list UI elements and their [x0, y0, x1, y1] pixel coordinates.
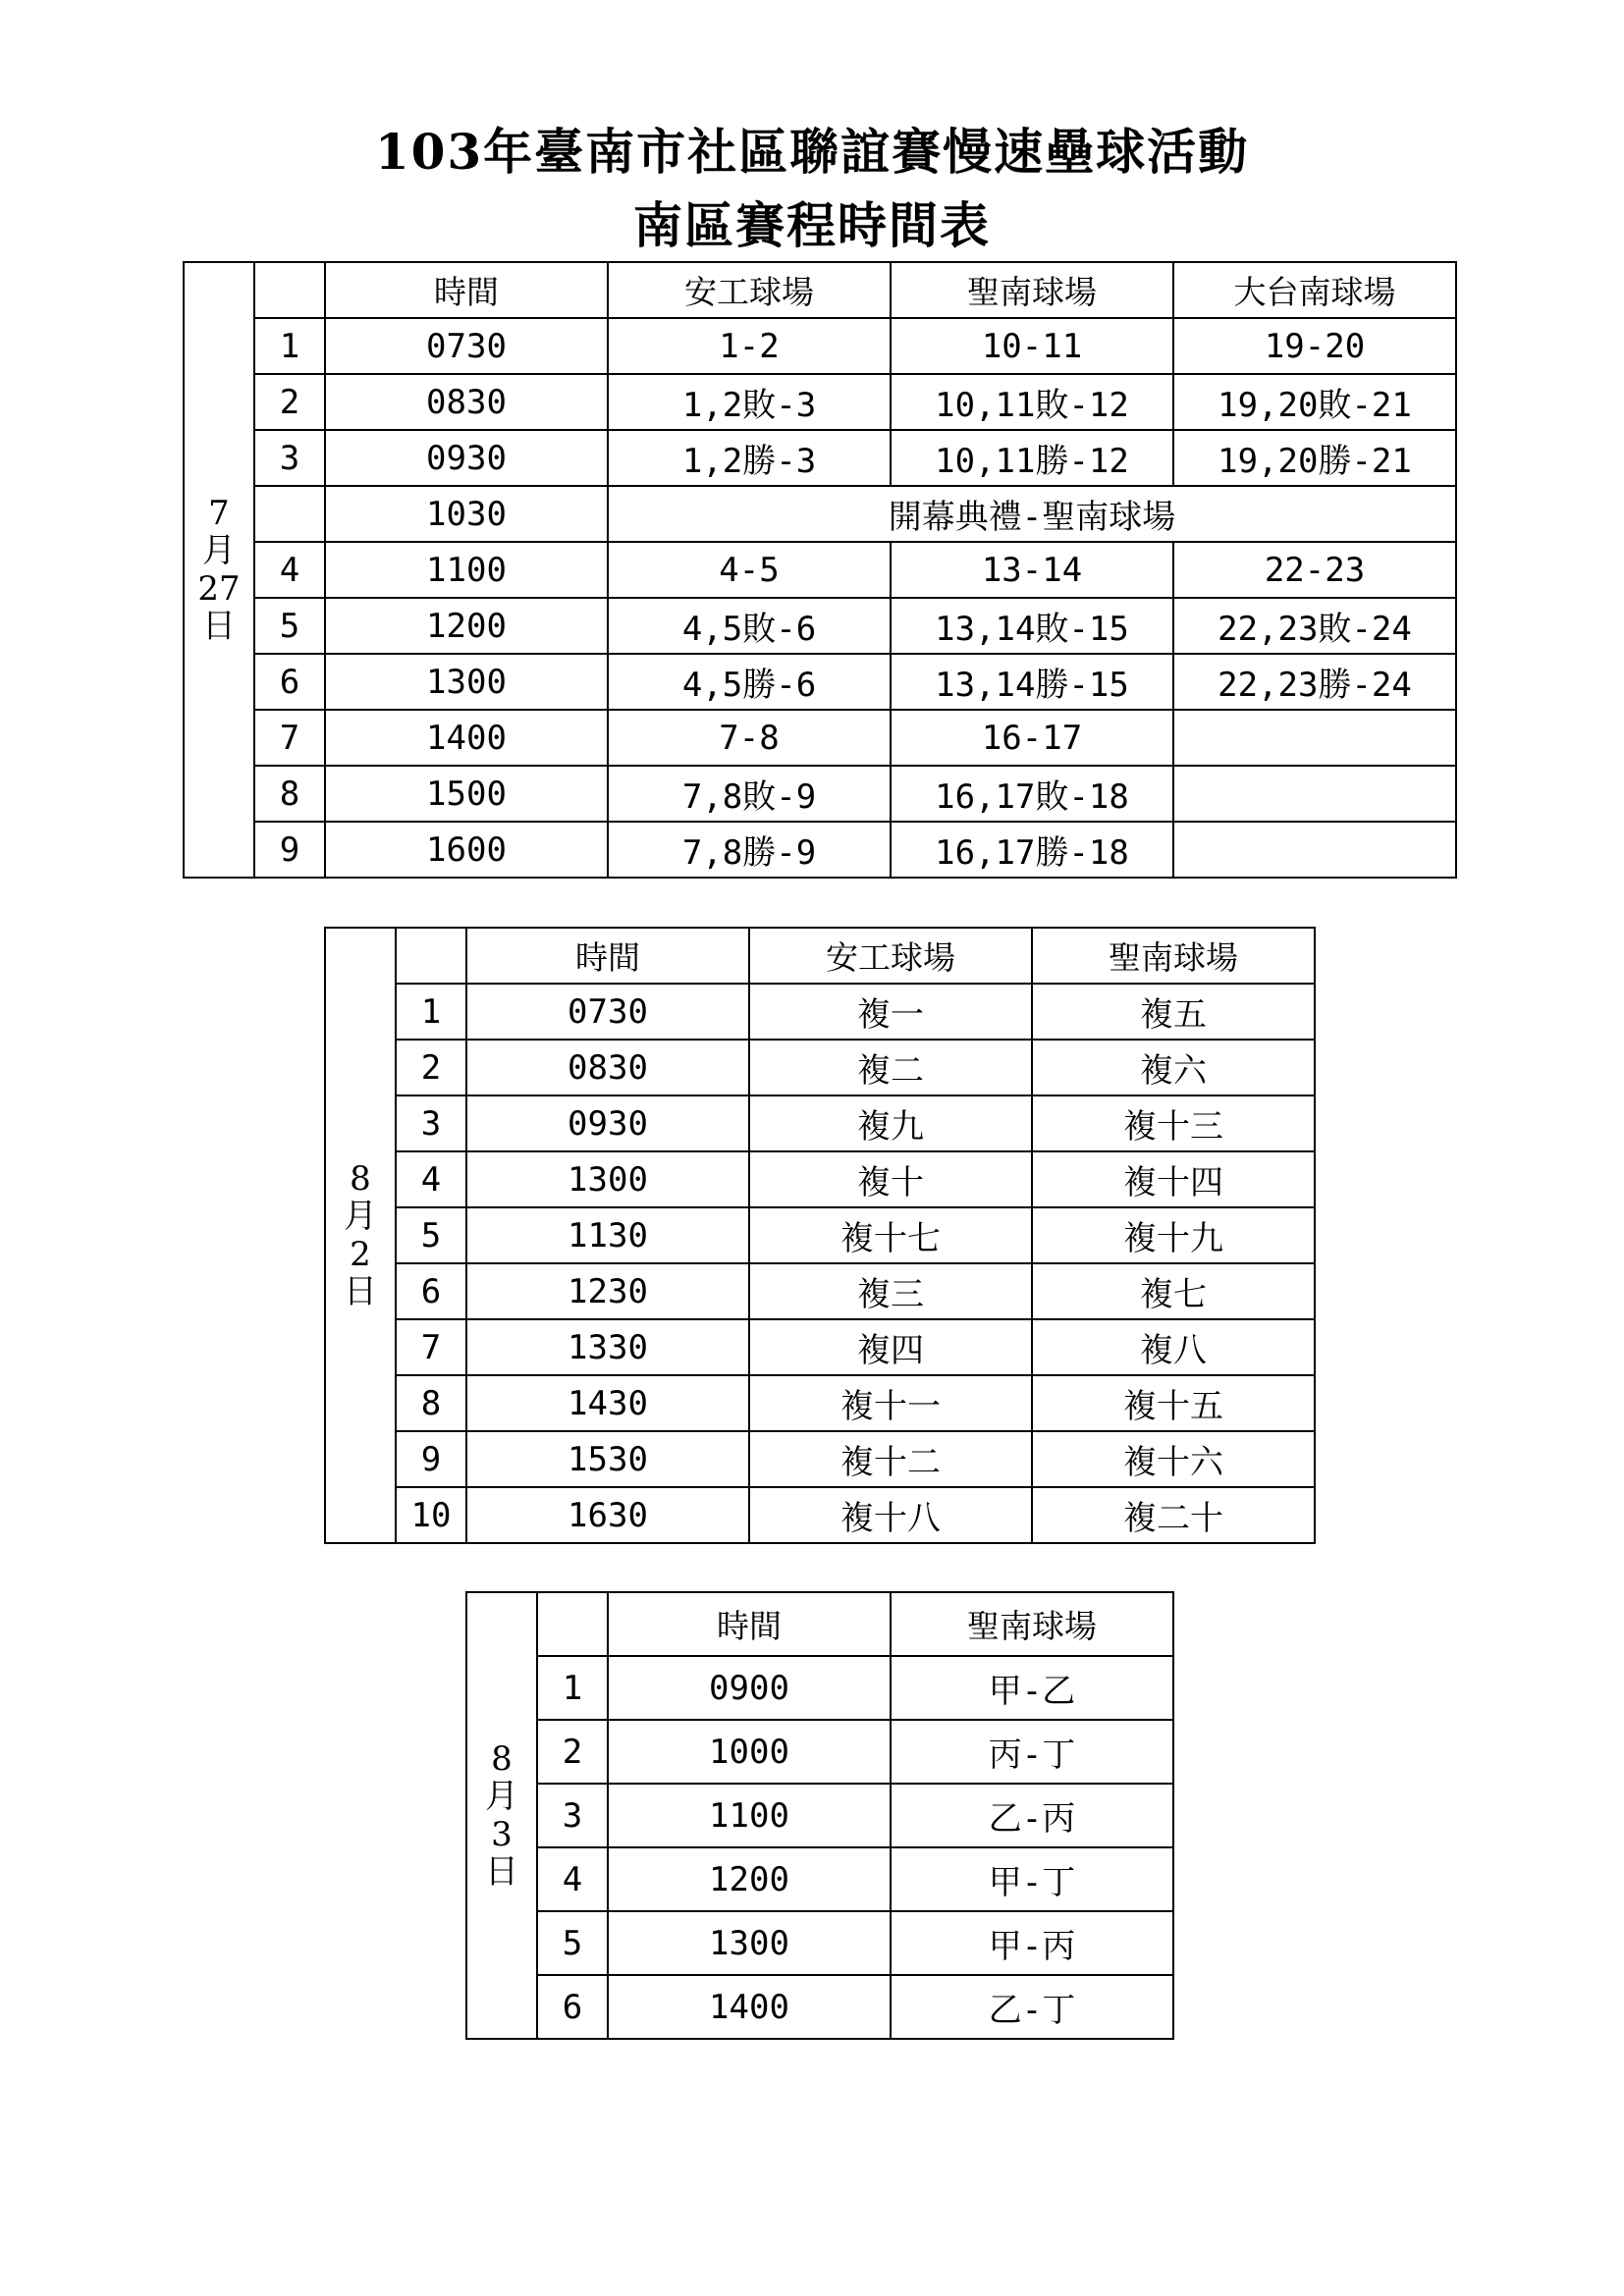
document-subtitle: 南區賽程時間表	[633, 196, 991, 254]
time-cell: 1030	[325, 486, 608, 542]
match-cell: 10,11敗-12	[891, 374, 1173, 430]
match-cell: 複十	[749, 1151, 1032, 1207]
game-number	[254, 486, 325, 542]
match-cell: 複十四	[1032, 1151, 1315, 1207]
match-cell: 複十五	[1032, 1375, 1315, 1431]
table-row	[184, 822, 1456, 878]
time-cell: 1500	[325, 766, 608, 822]
match-cell: 乙-丁	[891, 1975, 1173, 2039]
time-cell: 0930	[325, 430, 608, 486]
match-cell: 19,20敗-21	[1173, 374, 1456, 430]
game-number: 7	[396, 1319, 466, 1375]
table-row	[466, 1911, 1173, 1975]
match-cell: 複十一	[749, 1375, 1032, 1431]
match-cell: 丙-丁	[891, 1720, 1173, 1784]
time-cell: 1100	[325, 542, 608, 598]
match-cell: 22,23勝-24	[1173, 654, 1456, 710]
match-cell: 7,8敗-9	[608, 766, 891, 822]
match-cell: 16-17	[891, 710, 1173, 766]
game-number: 3	[254, 430, 325, 486]
time-cell: 0830	[466, 1040, 749, 1095]
game-number: 5	[537, 1911, 608, 1975]
table-row	[325, 1040, 1315, 1095]
match-cell: 複十八	[749, 1487, 1032, 1543]
game-number: 7	[254, 710, 325, 766]
game-number: 1	[396, 984, 466, 1040]
header-field: 安工球場	[608, 262, 891, 318]
table-row	[466, 1975, 1173, 2039]
game-number: 4	[396, 1151, 466, 1207]
header-time: 時間	[325, 262, 608, 318]
table-row	[325, 1319, 1315, 1375]
game-number: 3	[537, 1784, 608, 1847]
time-cell: 0930	[466, 1095, 749, 1151]
match-cell: 甲-丁	[891, 1847, 1173, 1911]
game-number: 2	[396, 1040, 466, 1095]
match-cell: 複十七	[749, 1207, 1032, 1263]
time-cell: 1400	[608, 1975, 891, 2039]
match-cell	[1173, 710, 1456, 766]
table-row	[325, 1151, 1315, 1207]
game-number: 6	[396, 1263, 466, 1319]
header-field: 聖南球場	[891, 1592, 1173, 1656]
match-cell: 複七	[1032, 1263, 1315, 1319]
match-cell: 甲-丙	[891, 1911, 1173, 1975]
match-cell: 複十二	[749, 1431, 1032, 1487]
header-field: 聖南球場	[1032, 928, 1315, 984]
time-cell: 1400	[325, 710, 608, 766]
table-row-ceremony	[184, 486, 1456, 542]
match-cell: 19,20勝-21	[1173, 430, 1456, 486]
time-cell: 1430	[466, 1375, 749, 1431]
time-cell: 1300	[325, 654, 608, 710]
match-cell: 複六	[1032, 1040, 1315, 1095]
match-cell: 13-14	[891, 542, 1173, 598]
time-cell: 1600	[325, 822, 608, 878]
game-number: 2	[537, 1720, 608, 1784]
match-cell: 乙-丙	[891, 1784, 1173, 1847]
opening-ceremony-cell: 開幕典禮-聖南球場	[608, 486, 1456, 542]
time-cell: 0730	[325, 318, 608, 374]
header-cell	[537, 1592, 608, 1656]
match-cell: 22-23	[1173, 542, 1456, 598]
game-number: 8	[254, 766, 325, 822]
time-cell: 1000	[608, 1720, 891, 1784]
time-cell: 1530	[466, 1431, 749, 1487]
match-cell: 10,11勝-12	[891, 430, 1173, 486]
match-cell: 4,5勝-6	[608, 654, 891, 710]
table-row	[184, 598, 1456, 654]
schedule-table-jul27	[183, 261, 1457, 879]
document-title: 103年臺南市社區聯誼賽慢速壘球活動	[374, 123, 1250, 181]
table-row	[325, 984, 1315, 1040]
match-cell: 7,8勝-9	[608, 822, 891, 878]
schedule-table-aug3	[465, 1591, 1174, 2040]
match-cell: 13,14敗-15	[891, 598, 1173, 654]
time-cell: 1230	[466, 1263, 749, 1319]
match-cell: 複九	[749, 1095, 1032, 1151]
table-header-row	[466, 1592, 1173, 1656]
match-cell: 複十三	[1032, 1095, 1315, 1151]
game-number: 8	[396, 1375, 466, 1431]
table-row	[466, 1847, 1173, 1911]
match-cell: 複一	[749, 984, 1032, 1040]
table-header-row	[184, 262, 1456, 318]
time-cell: 1200	[325, 598, 608, 654]
game-number: 6	[537, 1975, 608, 2039]
header-cell	[254, 262, 325, 318]
match-cell: 22,23敗-24	[1173, 598, 1456, 654]
table-row	[184, 542, 1456, 598]
table-row	[325, 1375, 1315, 1431]
game-number: 10	[396, 1487, 466, 1543]
time-cell: 1100	[608, 1784, 891, 1847]
game-number: 1	[537, 1656, 608, 1720]
match-cell: 1,2勝-3	[608, 430, 891, 486]
game-number: 3	[396, 1095, 466, 1151]
table-header-row	[325, 928, 1315, 984]
match-cell: 13,14勝-15	[891, 654, 1173, 710]
game-number: 5	[396, 1207, 466, 1263]
match-cell: 4,5敗-6	[608, 598, 891, 654]
table-row	[325, 1487, 1315, 1543]
schedule-table-aug2	[324, 927, 1316, 1544]
table-row	[466, 1656, 1173, 1720]
header-field: 大台南球場	[1173, 262, 1456, 318]
game-number: 4	[254, 542, 325, 598]
time-cell: 1630	[466, 1487, 749, 1543]
time-cell: 0730	[466, 984, 749, 1040]
date-cell: 8 月 2 日	[325, 928, 396, 1543]
match-cell: 1-2	[608, 318, 891, 374]
table-row	[466, 1720, 1173, 1784]
match-cell: 複二十	[1032, 1487, 1315, 1543]
time-cell: 1200	[608, 1847, 891, 1911]
match-cell: 7-8	[608, 710, 891, 766]
time-cell: 1300	[466, 1151, 749, 1207]
match-cell: 複四	[749, 1319, 1032, 1375]
table-row	[325, 1095, 1315, 1151]
match-cell: 複十九	[1032, 1207, 1315, 1263]
match-cell	[1173, 822, 1456, 878]
match-cell: 19-20	[1173, 318, 1456, 374]
match-cell: 4-5	[608, 542, 891, 598]
date-cell: 8 月 3 日	[466, 1592, 537, 2039]
match-cell: 甲-乙	[891, 1656, 1173, 1720]
match-cell: 複十六	[1032, 1431, 1315, 1487]
table-row	[184, 710, 1456, 766]
match-cell: 16,17勝-18	[891, 822, 1173, 878]
time-cell: 0900	[608, 1656, 891, 1720]
match-cell: 複八	[1032, 1319, 1315, 1375]
game-number: 5	[254, 598, 325, 654]
date-cell: 7 月 27 日	[184, 262, 254, 878]
match-cell: 10-11	[891, 318, 1173, 374]
game-number: 1	[254, 318, 325, 374]
header-time: 時間	[608, 1592, 891, 1656]
match-cell	[1173, 766, 1456, 822]
game-number: 2	[254, 374, 325, 430]
table-row	[184, 318, 1456, 374]
game-number: 9	[254, 822, 325, 878]
header-field: 聖南球場	[891, 262, 1173, 318]
header-cell	[396, 928, 466, 984]
match-cell: 複三	[749, 1263, 1032, 1319]
match-cell: 複二	[749, 1040, 1032, 1095]
table-row	[184, 374, 1456, 430]
match-cell: 16,17敗-18	[891, 766, 1173, 822]
table-row	[325, 1431, 1315, 1487]
header-time: 時間	[466, 928, 749, 984]
table-row	[184, 766, 1456, 822]
match-cell: 1,2敗-3	[608, 374, 891, 430]
game-number: 6	[254, 654, 325, 710]
game-number: 9	[396, 1431, 466, 1487]
game-number: 4	[537, 1847, 608, 1911]
table-row	[325, 1207, 1315, 1263]
time-cell: 0830	[325, 374, 608, 430]
table-row	[325, 1263, 1315, 1319]
time-cell: 1330	[466, 1319, 749, 1375]
time-cell: 1300	[608, 1911, 891, 1975]
match-cell: 複五	[1032, 984, 1315, 1040]
header-field: 安工球場	[749, 928, 1032, 984]
table-row	[466, 1784, 1173, 1847]
table-row	[184, 654, 1456, 710]
table-row	[184, 430, 1456, 486]
time-cell: 1130	[466, 1207, 749, 1263]
